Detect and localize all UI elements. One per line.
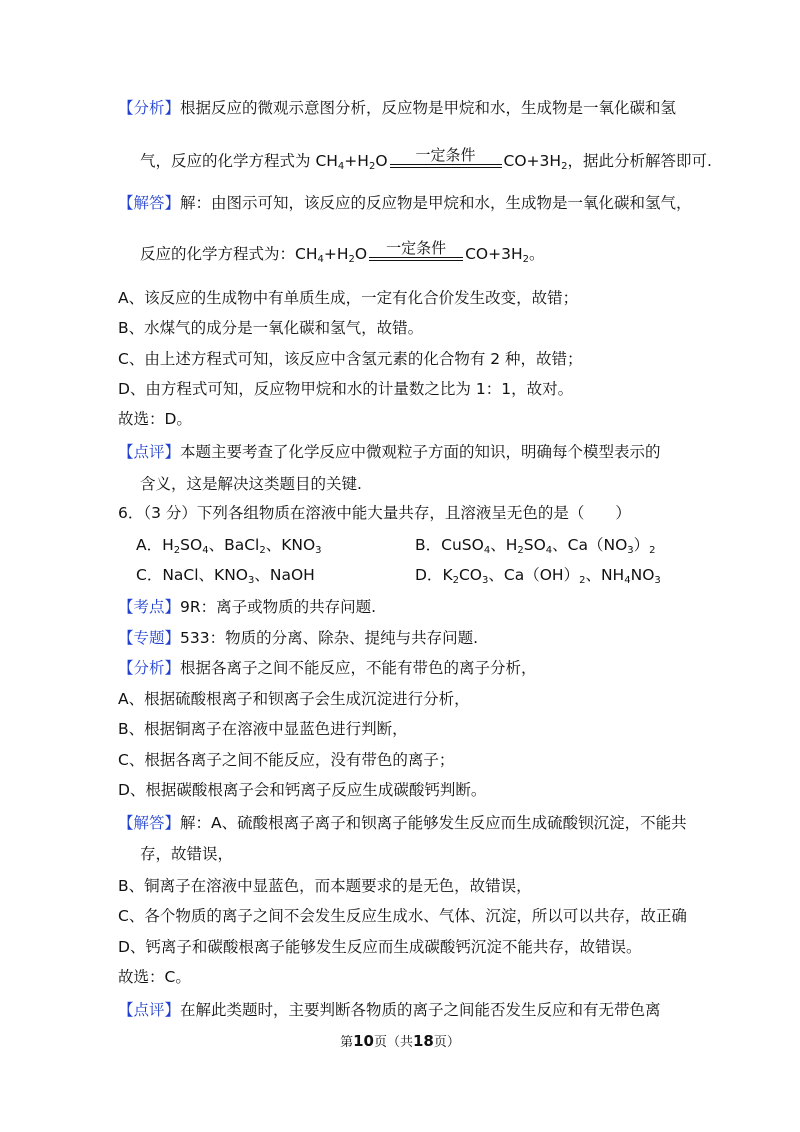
question-6-stem: 6．（3 分）下列各组物质在溶液中能大量共存，且溶液呈无色的是（ ） [118, 504, 631, 522]
analysis-line-2: 气，反应的化学方程式为 $CH_4+H_2O$ 一定条件 $CO+3H_2$，据此分析解答即可. [140, 146, 712, 172]
answer6-item-d: D、钙离子和碳酸根离子能够发生反应而生成碳酸钙沉淀不能共存，故错误。 [118, 938, 642, 956]
knowledge-point: 【考点】9R：离子或物质的共存问题. [118, 598, 377, 616]
option-analysis-b: B、水煤气的成分是一氧化碳和氢气，故错。 [118, 319, 424, 337]
knowledge-tag: 【考点】 [118, 598, 181, 616]
answer6-line-2: 存，故错误， [140, 845, 234, 863]
page-number: 10 [353, 1032, 374, 1050]
reaction-arrow: 一定条件 [390, 164, 502, 168]
topic-tag: 【专题】 [118, 629, 181, 647]
answer6-line-1: 【解答】解：A、硫酸根离子离子和钡离子能够发生反应而生成硫酸钡沉淀，不能共 [118, 814, 687, 832]
analysis6-item-c: C、根据各离子之间不能反应，没有带色的离子； [118, 751, 455, 769]
answer-line-1: 【解答】解：由图示可知，该反应的反应物是甲烷和水，生成物是一氧化碳和氢气， [118, 194, 692, 212]
comment-line-1: 【点评】本题主要考查了化学反应中微观粒子方面的知识，明确每个模型表示的 [118, 443, 661, 461]
analysis-line-1: 【分析】根据反应的微观示意图分析，反应物是甲烷和水，生成物是一氧化碳和氢 [118, 99, 677, 117]
answer6-item-c: C、各个物质的离子之间不会发生反应生成水、气体、沉淀，所以可以共存，故正确 [118, 907, 687, 925]
option-d: D．$K_2CO_3$、$Ca(OH)_2$、$NH_4NO_3$ [415, 566, 661, 586]
analysis6-tag: 【分析】 [118, 659, 181, 677]
topic: 【专题】533：物质的分离、除杂、提纯与共存问题. [118, 629, 479, 647]
page-total: 18 [413, 1032, 434, 1050]
page-footer: 第10页（共18页） [340, 1032, 460, 1050]
analysis-tag: 【分析】 [118, 99, 181, 117]
option-b: B．CuSO$_4$、$H_2SO_4$、$Ca(NO_3)_2$ [415, 536, 656, 556]
option-analysis-c: C、由上述方程式可知，该反应中含氢元素的化合物有 2 种，故错； [118, 350, 583, 368]
answer6-item-b: B、铜离子在溶液中显蓝色，而本题要求的是无色，故错误， [118, 877, 532, 895]
answer-tag: 【解答】 [118, 194, 181, 212]
comment-line-2: 含义，这是解决这类题目的关键. [140, 475, 362, 493]
analysis6-item-a: A、根据硫酸根离子和钡离子会生成沉淀进行分析， [118, 690, 470, 708]
answer-line-2: 反应的化学方程式为：$CH_4+H_2O$ 一定条件 $CO+3H_2$。 [140, 239, 545, 265]
answer-choice: 故选：D。 [118, 410, 192, 428]
answer6-tag: 【解答】 [118, 814, 181, 832]
option-a: A．$H_2SO_4$、BaCl$_2$、$KNO_3$ [136, 536, 322, 556]
analysis6-item-d: D、根据碳酸根离子会和钙离子反应生成碳酸钙判断。 [118, 781, 487, 799]
comment6-line: 【点评】在解此类题时，主要判断各物质的离子之间能否发生反应和有无带色离 [118, 1001, 661, 1019]
comment-tag: 【点评】 [118, 443, 181, 461]
option-analysis-d: D、由方程式可知，反应物甲烷和水的计量数之比为 1：1，故对。 [118, 380, 574, 398]
option-c: C．NaCl、$KNO_3$、NaOH [136, 566, 315, 586]
comment6-tag: 【点评】 [118, 1001, 181, 1019]
analysis6-line: 【分析】根据各离子之间不能反应，不能有带色的离子分析， [118, 659, 537, 677]
answer6-choice: 故选：C。 [118, 968, 191, 986]
reaction-arrow: 一定条件 [369, 257, 463, 261]
analysis6-item-b: B、根据铜离子在溶液中显蓝色进行判断， [118, 720, 408, 738]
option-analysis-a: A、该反应的生成物中有单质生成，一定有化合价发生改变，故错； [118, 289, 579, 307]
